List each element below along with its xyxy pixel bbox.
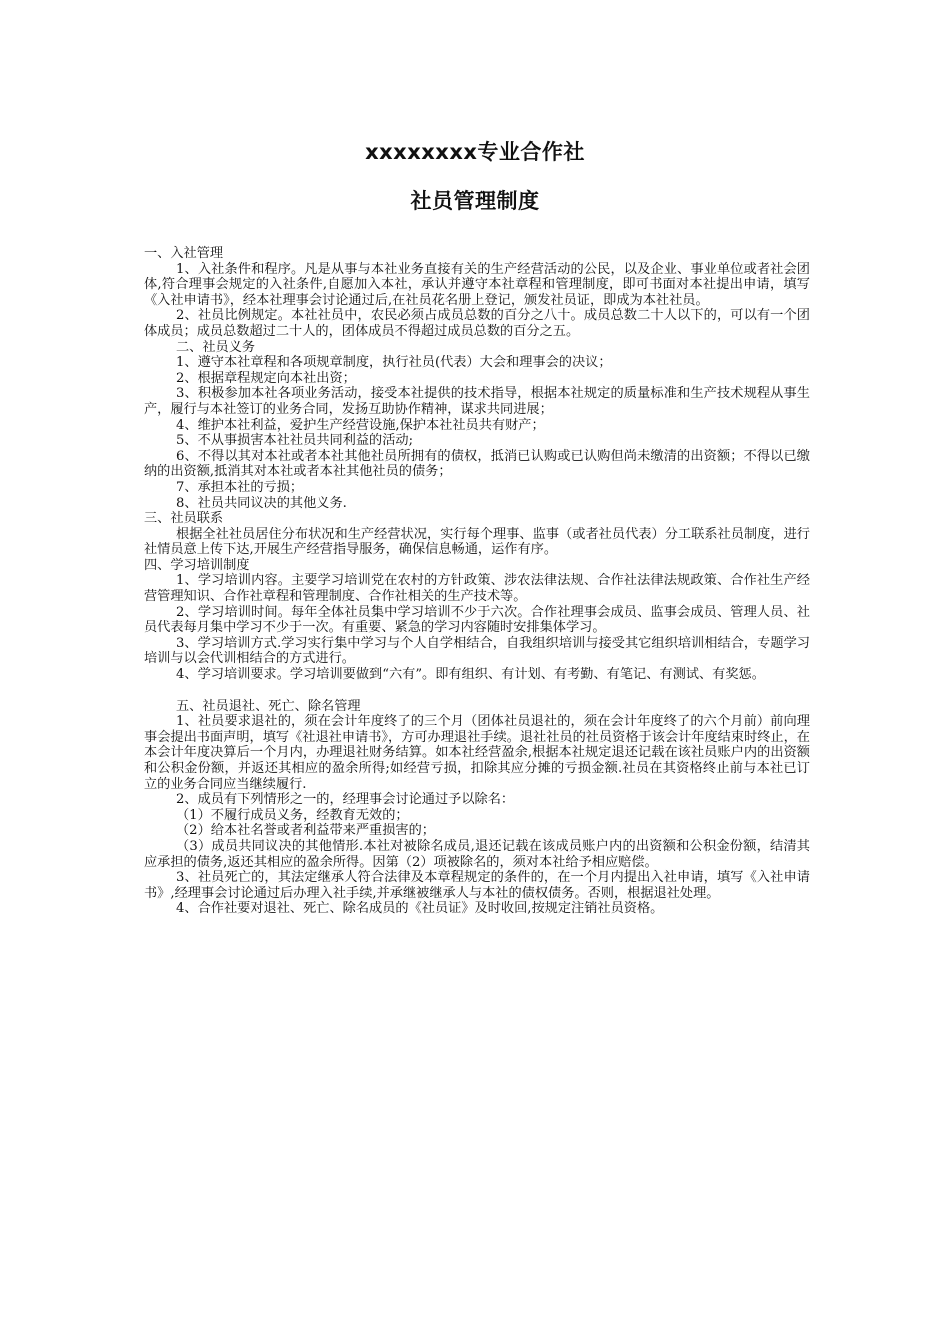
paragraph: 2、学习培训时间。每年全体社员集中学习培训不少于六次。合作社理事会成员、监事会成员、管理人员、社员代表每月集中学习不少于一次。有重要、紧急的学习内容随时安排集体学习。: [144, 604, 810, 636]
paragraph: 3、学习培训方式.学习实行集中学习与个人自学相结合，自我组织培训与接受其它组织培训相结合，专题学习培训与以会代训相结合的方式进行。: [144, 635, 810, 667]
paragraph: （1）不履行成员义务，经教育无效的；: [176, 807, 409, 823]
paragraph-spacer: [144, 683, 810, 699]
paragraph: 三、社员联系: [144, 511, 224, 527]
paragraph: 7、承担本社的亏损；: [176, 479, 304, 495]
paragraph: 8、社员共同议决的其他义务.: [176, 495, 347, 511]
document-body: [144, 246, 810, 917]
paragraph: 一、入社管理: [144, 246, 224, 261]
paragraph: 2、根据章程规定向本社出资；: [176, 370, 356, 386]
paragraph: 3、社员死亡的，其法定继承人符合法律及本章程规定的条件的，在一个月内提出入社申请，填写《入社申请书》,经理事会讨论通过后办理入社手续,并承继被继承人与本社的债权债务。否则，根据退社处理。: [144, 870, 810, 901]
document-title: xxxxxxxx专业合作社: [365, 140, 585, 164]
paragraph: 五、社员退社、死亡、除名管理: [176, 698, 361, 714]
paragraph: （2）给本社名誉或者利益带来严重损害的；: [176, 823, 435, 839]
paragraph: 1、遵守本社章程和各项规章制度，执行社员(代表）大会和理事会的决议；: [176, 355, 612, 371]
paragraph: 二、社员义务: [176, 339, 256, 355]
paragraph: 1、入社条件和程序。凡是从事与本社业务直接有关的生产经营活动的公民，以及企业、事业单位或者社会团体,符合理事会规定的入社条件,自愿加入本社，承认并遵守本社章程和管理制度，即可书面对本社提出申请，填写《入社申请书》，经本社理事会讨论通过后,在社员花名册上登记，颁发社员证，即成为本社社员。: [144, 261, 810, 308]
paragraph: 6、不得以其对本社或者本社其他社员所拥有的债权，抵消已认购或已认购但尚未缴清的出资额；不得以已缴纳的出资额,抵消其对本社或者本社其他社员的债务；: [144, 448, 810, 480]
paragraph: 4、维护本社利益，爱护生产经营设施,保护本社社员共有财产；: [176, 417, 545, 433]
paragraph: （3）成员共同议决的其他情形.本社对被除名成员,退还记载在该成员账户内的出资额和公积金份额，结清其应承担的债务,返还其相应的盈余所得。因第（2）项被除名的，须对本社给予相应赔偿。: [144, 838, 810, 870]
paragraph: 四、学习培训制度: [144, 557, 250, 573]
document-subtitle: 社员管理制度: [410, 189, 540, 213]
paragraph: 1、学习培训内容。主要学习培训党在农村的方针政策、涉农法律法规、合作社法律法规政策、合作社生产经营管理知识、合作社章程和管理制度、合作社相关的生产技术等。: [144, 573, 810, 605]
paragraph: 3、积极参加本社各项业务活动，接受本社提供的技术指导，根据本社规定的质量标准和生产技术规程从事生产，履行与本社签订的业务合同，发扬互助协作精神，谋求共同进展；: [144, 386, 810, 417]
paragraph: 4、学习培训要求。学习培训要做到“六有”。即有组织、有计划、有考勤、有笔记、有测试、有奖惩。: [176, 667, 765, 683]
paragraph: 5、不从事损害本社社员共同利益的活动;: [176, 433, 414, 449]
paragraph: 2、社员比例规定。本社社员中，农民必须占成员总数的百分之八十。成员总数二十人以下的，可以有一个团体成员；成员总数超过二十人的，团体成员不得超过成员总数的百分之五。: [144, 308, 810, 339]
paragraph: 2、成员有下列情形之一的，经理事会讨论通过予以除名：: [176, 792, 515, 808]
paragraph: 根据全社社员居住分布状况和生产经营状况，实行每个理事、监事（或者社员代表）分工联系社员制度，进行社情员意上传下达,开展生产经营指导服务，确保信息畅通，运作有序。: [144, 526, 810, 558]
paragraph: 4、合作社要对退社、死亡、除名成员的《社员证》及时收回,按规定注销社员资格。: [176, 901, 664, 917]
paragraph: 1、社员要求退社的，须在会计年度终了的三个月（团体社员退社的，须在会计年度终了的六个月前）前向理事会提出书面声明，填写《社退社申请书》，方可办理退社手续。退社社员的社员资格于该会计年度结束时终止，在本会计年度决算后一个月内，办理退社财务结算。如本社经营盈余,根据本社规定退还记载在该社员账户内的出资额和公积金份额，并返还其相应的盈余所得;如经营亏损，扣除其应分摊的亏损金额.社员在其资格终止前与本社已订立的业务合同应当继续履行.: [144, 714, 810, 792]
